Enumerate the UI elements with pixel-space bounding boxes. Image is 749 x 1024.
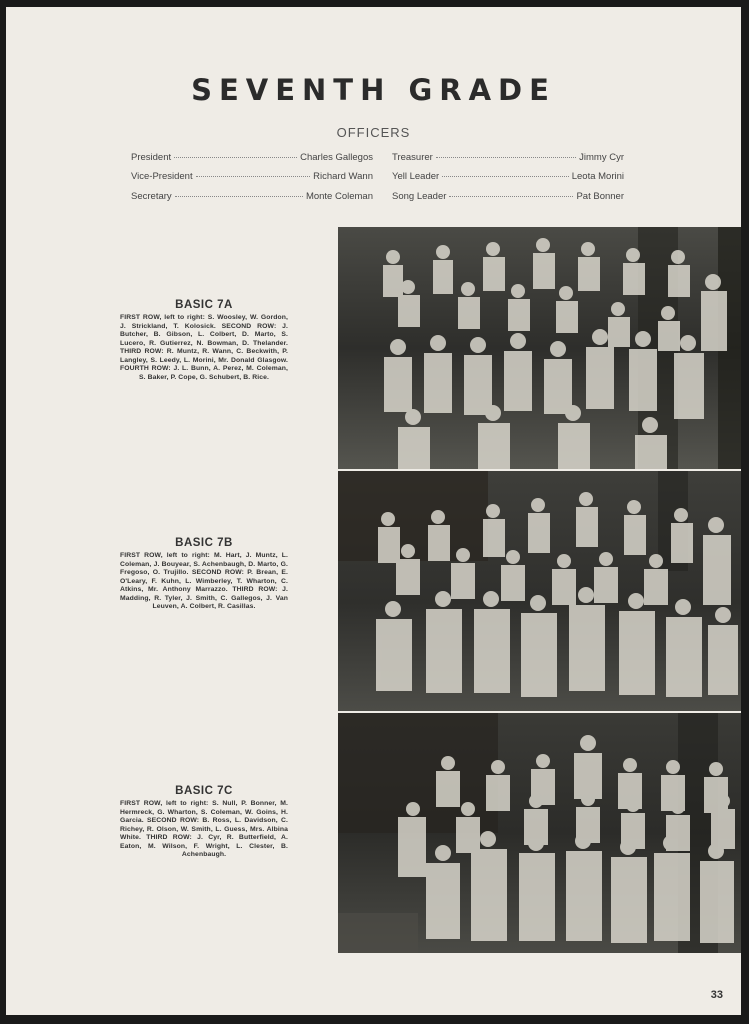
yearbook-page: [6, 7, 741, 1015]
officer-name: Monte Coleman: [305, 191, 373, 202]
class-heading: BASIC 7B: [175, 537, 233, 549]
officer-role: Yell Leader: [392, 171, 440, 182]
officer-name: Jimmy Cyr: [579, 152, 624, 163]
page-number: 33: [710, 989, 723, 1001]
class-photo-basic-7a: [338, 227, 741, 469]
class-caption-text: FIRST ROW, left to right: S. Woosley, W. Gordon, J. Strickland, T. Kolosick. SECOND ROW: J. Butcher, B. Gibson, L. Colbert, D. Marto, S. Lucero, R. Gutierrez, N. Bowman, D. Thelander. THIRD ROW: R. Muntz, R. Wann, C. Beckwith, P. Langley, S. Leedy, L. Morini, Mr. Donald Glasgow. FOURTH ROW: J. L. Bunn, A. Perez, M. Coleman, S. Baker, P. Cope, G. Schubert, B. Rice.: [120, 314, 288, 381]
group-photo-image: [338, 471, 741, 711]
officer-yell-leader: [392, 171, 624, 182]
officer-role: Song Leader: [392, 191, 447, 202]
class-caption-text: FIRST ROW, left to right: M. Hart, J. Muntz, L. Coleman, J. Bouyear, S. Achenbaugh, D. Marto, G. Fregoso, O. Trujillo. SECOND ROW: P. Brean, E. O'Leary, F. Kuhn, L. Wimberley, T. Wharton, C. Atkins, Mr. Anthony Marrazzo. THIRD ROW: J. Madding, R. Tyler, J. Smith, C. Gallegos, J. Van Leuven, A. Colbert, R. Casillas.: [120, 552, 288, 610]
officer-secretary: [131, 191, 373, 202]
officers-heading: OFFICERS: [336, 125, 411, 140]
caption-basic-7c: [120, 785, 288, 860]
officer-role: President: [131, 152, 172, 163]
officer-role: Treasurer: [392, 152, 433, 163]
group-photo-image: [338, 227, 741, 469]
officer-name: Charles Gallegos: [300, 152, 373, 163]
class-heading: BASIC 7C: [175, 785, 233, 797]
officer-name: Pat Bonner: [576, 191, 624, 202]
class-photo-basic-7c: [338, 713, 741, 953]
caption-basic-7a: [120, 299, 288, 382]
officer-vice-president: [131, 171, 373, 182]
class-heading: BASIC 7A: [175, 299, 233, 311]
officer-treasurer: [392, 152, 624, 163]
class-caption-text: FIRST ROW, left to right: S. Null, P. Bonner, M. Hermreck, G. Wharton, S. Coleman, W. Goins, H. Garcia. SECOND ROW: B. Ross, L. Davidson, C. Richey, R. Olson, W. Smith, L. Guess, Mrs. Albina White. THIRD ROW: J. Cyr, R. Butterfield, A. Eaton, M. Wilson, F. Wright, L. Clester, B. Achenbaugh.: [120, 800, 288, 858]
officer-name: Richard Wann: [313, 171, 373, 182]
officer-name: Leota Morini: [571, 171, 624, 182]
officer-song-leader: [392, 191, 624, 202]
officer-role: Vice-President: [131, 171, 193, 182]
page-title: SEVENTH GRADE: [191, 73, 556, 107]
group-photo-image: [338, 713, 741, 953]
class-photo-basic-7b: [338, 471, 741, 711]
caption-basic-7b: [120, 537, 288, 612]
officer-president: [131, 152, 373, 163]
officer-role: Secretary: [131, 191, 172, 202]
